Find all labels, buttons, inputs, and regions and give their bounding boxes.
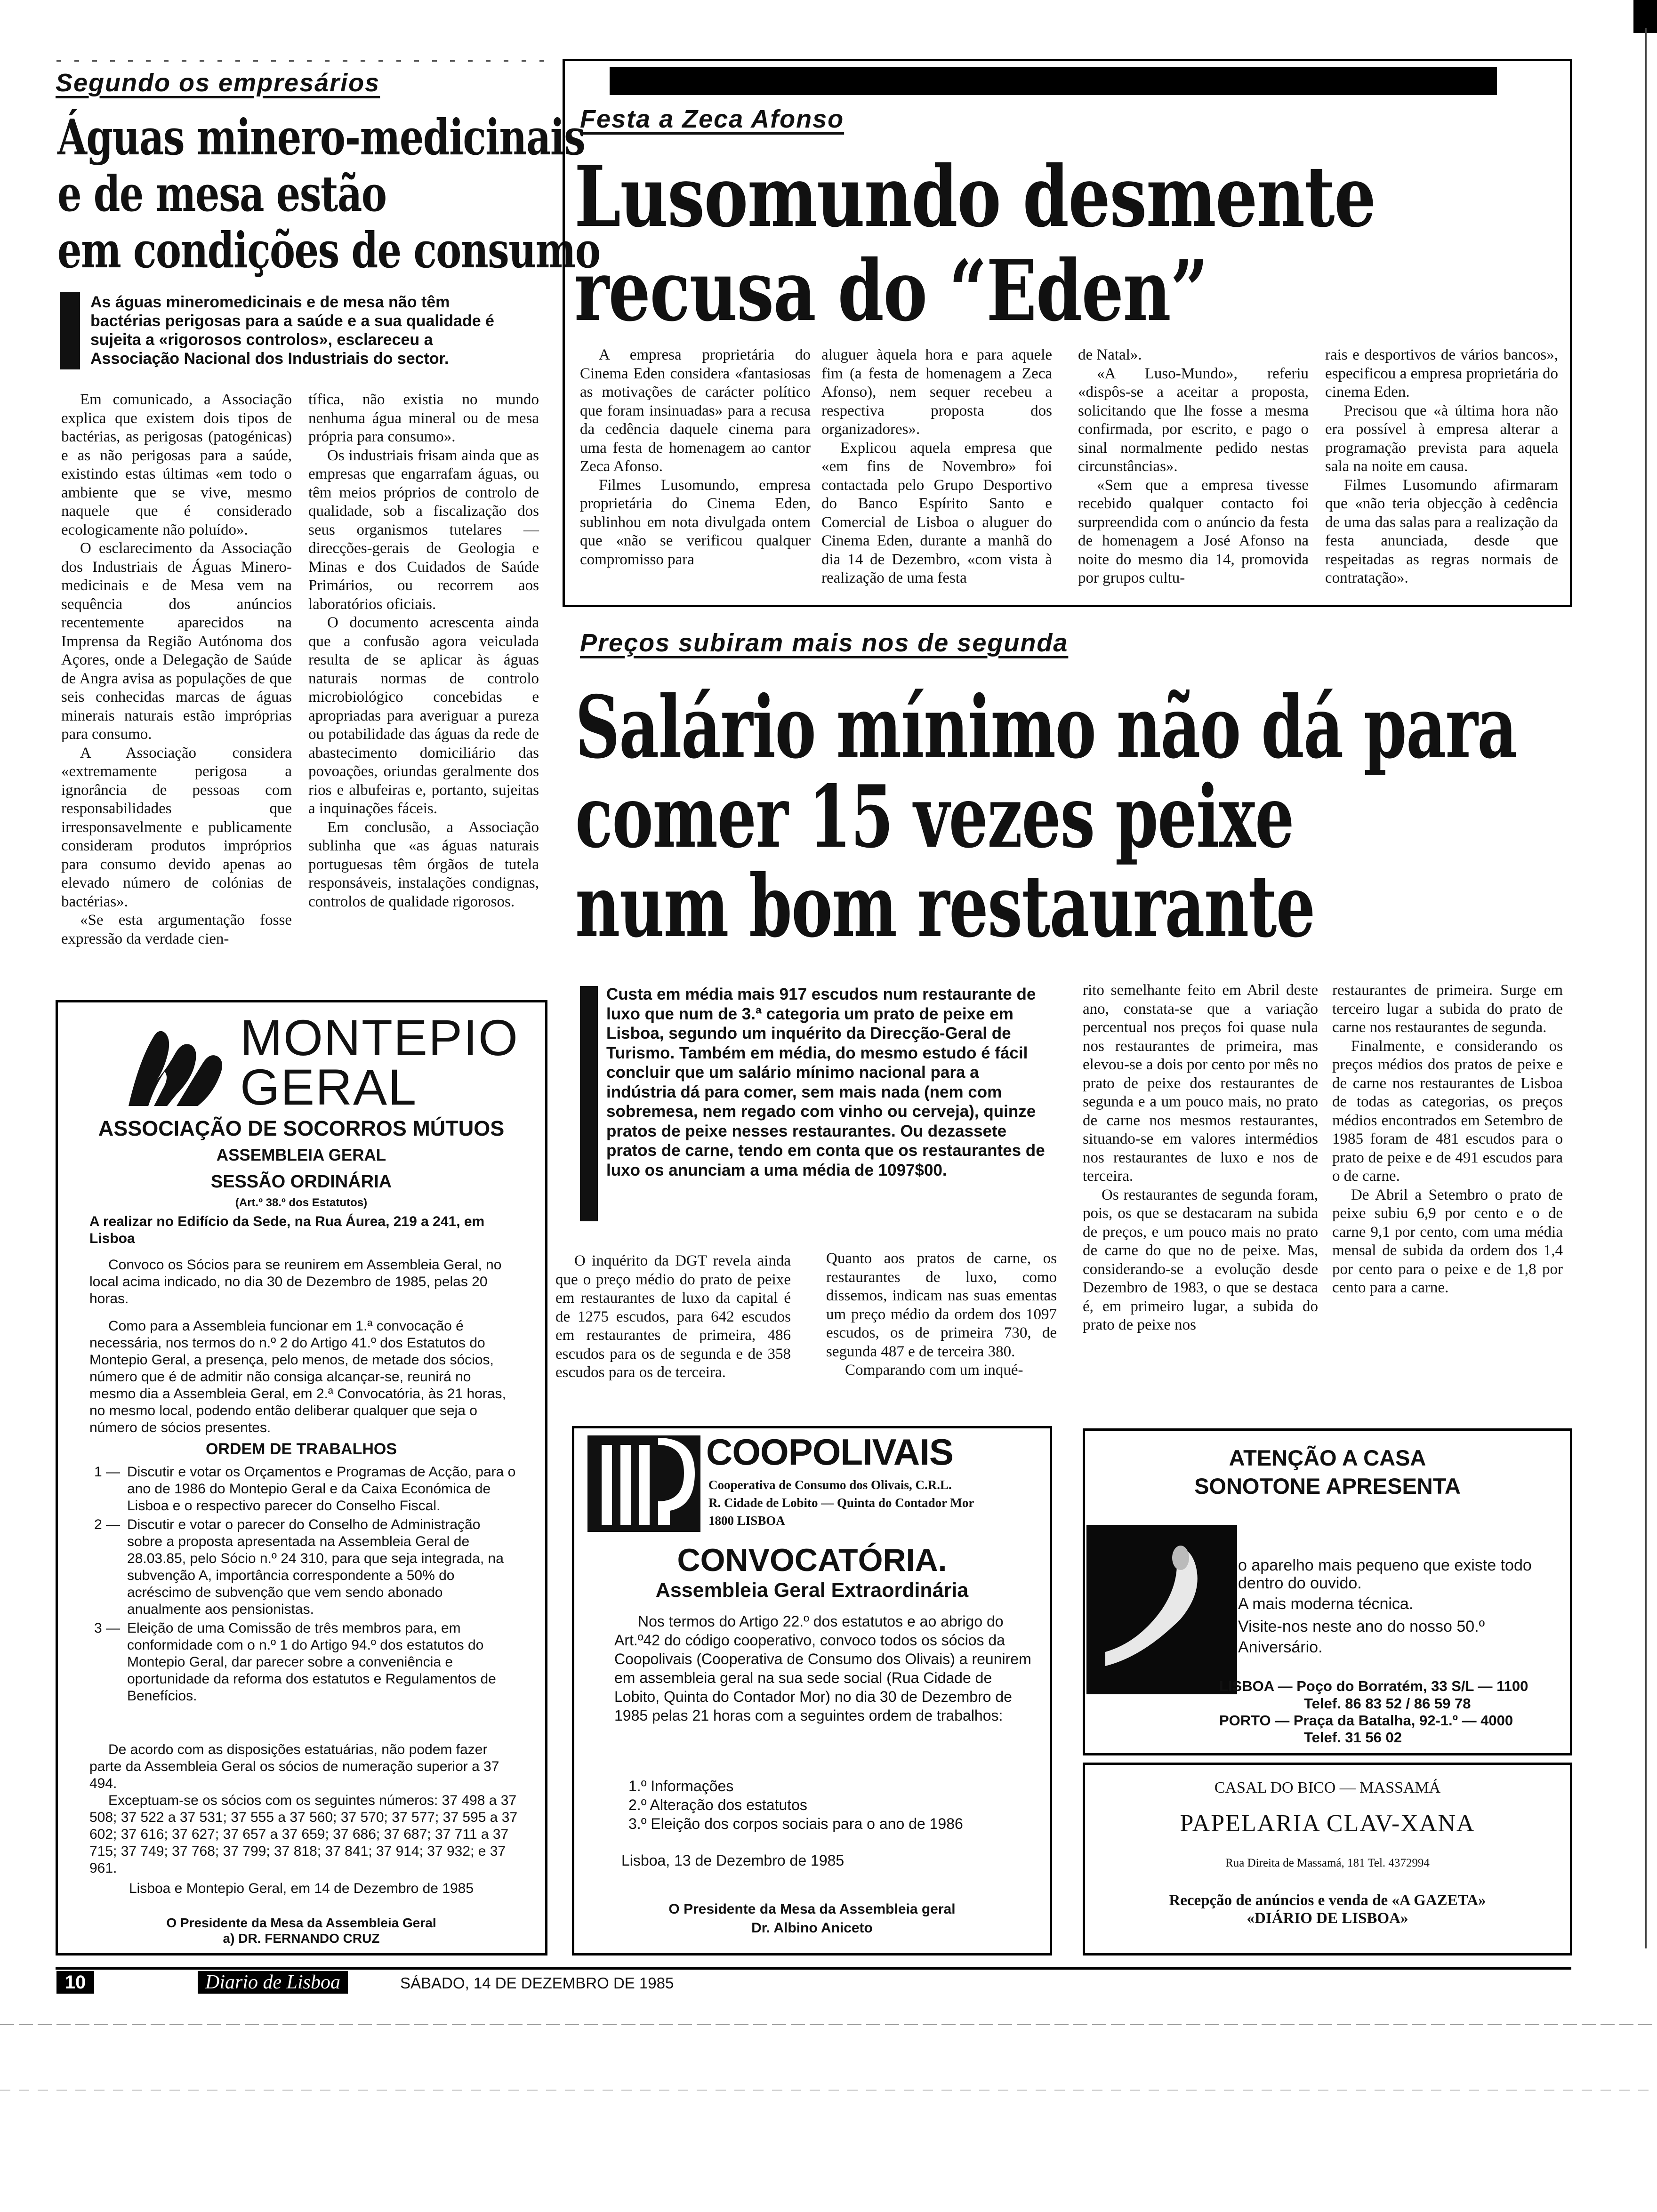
article-left-headline-3: em condições de consumo: [57, 221, 600, 279]
agenda-item-number: 1 —: [94, 1464, 121, 1480]
ad-sonotone-line-4: Visite-nos neste ano do nosso 50.º Aniversário.: [1238, 1618, 1485, 1656]
article-left-headline-2: e de mesa estão: [57, 165, 386, 223]
paragraph: A empresa proprietária do Cinema Eden considera «fantasiosas as motivações de carácter político que foram insinuadas» para a recusa da cedência daquele cinema para uma festa de homenagem ao cantor Zeca Afonso.: [580, 346, 811, 475]
agenda-item: 2.º Alteração dos estatutos: [628, 1796, 807, 1813]
ad-coopolivais-date: Lisboa, 13 de Dezembro de 1985: [621, 1852, 845, 1869]
article-salario-col-b: [826, 1250, 1057, 1380]
ad-coopolivais-signature-2: Dr. Albino Aniceto: [751, 1920, 873, 1936]
agenda-item-text: Eleição de uma Comissão de três membros para, em conformidade com o n.º 1 do Artigo 94.º dos estatutos do Montepio Geral, dar parecer sobre a conveniência e oportunidade da reforma dos estatutos e Regulamentos de Benefícios.: [127, 1620, 496, 1704]
paragraph: De Abril a Setembro o prato de peixe subiu 6,9 por cento e o de carne 9,1 por cento, com uma média mensal de subida da ordem dos 1,4 por cento para o peixe e de 1,8 por cento para a carne.: [1332, 1186, 1563, 1296]
article-salario-headline-1: Salário mínimo não dá para: [575, 677, 1517, 777]
ad-montepio-para-1: Convoco os Sócios para se reunirem em Assembleia Geral, no local acima indicado, no dia 30 de Dezembro de 1985, pelas 20 horas.: [89, 1257, 502, 1306]
ad-sonotone-line-3: A mais moderna técnica.: [1238, 1595, 1414, 1613]
article-salario-kicker: Preços subiram mais nos de segunda: [580, 629, 1069, 657]
article-left-kicker: Segundo os empresários: [56, 69, 380, 97]
agenda-item-number: 2 —: [94, 1517, 121, 1532]
paragraph: rito semelhante feito em Abril deste ano, constata-se que a variação percentual nos preços foi quase nula nos restaurantes de primeira, mas elevou-se a dois por cento por mês no prato de peixe dos restaurantes de segunda e a um pouco mais, no prato de carne nos mesmos restaurantes, situando-se em valores intermédios nos restaurantes de luxo e nos de terceira.: [1083, 982, 1318, 1185]
paragraph: Precisou que «à última hora não era possível à empresa alterar a programação prevista para aquela sala na noite em causa.: [1325, 402, 1558, 475]
ad-montepio-para-4: Exceptuam-se os sócios com os seguintes números: 37 498 a 37 508; 37 522 a 37 531; 37 555 a 37 560; 37 570; 37 577; 37 595 a 37 602; 37 616; 37 627; 37 657 a 37 659; 37 686; 37 687; 37 711 a 37 715; 37 749; 37 768; 37 799; 37 818; 37 841; 37 914; 37 932; e 37 961.: [89, 1793, 518, 1876]
paragraph: Os restaurantes de segunda foram, pois, os que se destacaram na subida de preços, e um pouco mais no prato de carne do que no de peixe. Mas, considerando-se a evolução desde Dezembro de 1983, o que se destaca é, em primeiro lugar, a subida do prato de peixe nos: [1083, 1186, 1318, 1333]
agenda-item-text: Discutir e votar os Orçamentos e Programas de Acção, para o ano de 1986 do Montepio Geral e da Caixa Económica de Lisboa e o respectivo parecer do Conselho Fiscal.: [127, 1464, 516, 1514]
article-eden-col-3: [1078, 346, 1309, 588]
article-left-lead-bar: [60, 292, 80, 369]
footer-date: SÁBADO, 14 DE DEZEMBRO DE 1985: [400, 1974, 674, 1992]
paragraph: Finalmente, e considerando os preços médios dos pratos de peixe e de carne nos restaurantes de Lisboa de todas as categorias, os preços médios encontrados em Setembro de 1985 foram de 481 escudos para o prato de peixe e de 491 escudos para o de carne.: [1332, 1037, 1563, 1185]
agenda-item-number: 3 —: [94, 1620, 121, 1636]
ad-clavxana-line-2: PAPELARIA CLAV-XANA: [1180, 1810, 1475, 1837]
ad-coopolivais-subtitle: Assembleia Geral Extraordinária: [655, 1579, 969, 1602]
montepio-logo-icon: [120, 1019, 231, 1111]
ad-montepio-venue: A realizar no Edifício da Sede, na Rua Áurea, 219 a 241, em Lisboa: [89, 1214, 485, 1246]
city-label: LISBOA —: [1219, 1678, 1293, 1694]
ad-sonotone-addr-2-tel: Telef. 31 56 02: [1304, 1729, 1402, 1746]
ad-clavxana-line-4: Recepção de anúncios e venda de «A GAZETA»: [1169, 1892, 1486, 1909]
paragraph: restaurantes de primeira. Surge em terceiro lugar a subida do prato de carne nos restaurantes de segunda.: [1332, 982, 1563, 1036]
paragraph: de Natal».: [1078, 346, 1142, 363]
address: Poço do Borratém, 33 S/L — 1100: [1296, 1678, 1528, 1694]
article-left-col-2: [308, 391, 539, 911]
ad-montepio-agenda-title: ORDEM DE TRABALHOS: [205, 1440, 397, 1458]
coopolivais-logo-icon: [587, 1435, 700, 1532]
ad-montepio-para-3: De acordo com as disposições estatuárias, não podem fazer parte da Assembleia Geral os sócios de numeração superior a 37 494.: [89, 1742, 499, 1791]
scan-line-top: [0, 2024, 1657, 2025]
paragraph: «A Luso-Mundo», referiu «dispôs-se a aceitar a proposta, solicitando que lhe fosse a mesma confirmada, por escrito, e pago o sinal normalmente pedido nestas circunstâncias».: [1078, 365, 1309, 475]
paragraph: O inquérito da DGT revela ainda que o preço médio do prato de peixe em restaurantes de luxo da capital é de 1275 escudos, para 642 escudos em restaurantes de primeira, 486 escudos para os de segunda e de 358 escudos para os de terceira.: [555, 1252, 791, 1381]
ad-sonotone-title-1: ATENÇÃO A CASA: [1229, 1445, 1426, 1470]
ad-montepio-brand-1: MONTEPIO: [240, 1009, 519, 1066]
address: Praça da Batalha, 92-1.º — 4000: [1293, 1712, 1513, 1729]
footer-masthead: Diario de Lisboa: [198, 1971, 348, 1994]
paragraph: tífica, não existia no mundo nenhuma água mineral ou de mesa própria para consumo».: [308, 391, 539, 445]
ad-montepio-org: ASSOCIAÇÃO DE SOCORROS MÚTUOS: [98, 1116, 505, 1140]
paragraph: Os industriais frisam ainda que as empresas que engarrafam águas, ou têm meios próprios de controlo de qualidade, sob a fiscalização dos seus organismos tutelares — direcções-gerais de Geologia e Minas e dos Cuidados de Saúde Primários, ou recorrem aos laboratórios oficiais.: [308, 447, 539, 613]
agenda-item: 1.º Informações: [628, 1778, 734, 1795]
article-eden-headline-2: recusa do “Eden”: [574, 241, 1208, 340]
article-eden-col-2: [821, 346, 1052, 588]
ad-montepio-signature-1: O Presidente da Mesa da Assembleia Geral: [166, 1915, 436, 1930]
paragraph: Filmes Lusomundo, empresa proprietária do Cinema Eden, sublinhou em nota divulgada ontem que «não se verificou qualquer compromisso para: [580, 476, 811, 568]
ad-sonotone-addr-1-tel: Telef. 86 83 52 / 86 59 78: [1304, 1695, 1471, 1712]
ad-clavxana-line-1: CASAL DO BICO — MASSAMÁ: [1214, 1779, 1441, 1796]
article-salario-lead-bar: [580, 986, 598, 1221]
ad-sonotone-line-2: dentro do ouvido.: [1238, 1574, 1362, 1592]
ad-coopolivais-signature-1: O Presidente da Mesa da Assembleia geral: [668, 1901, 956, 1917]
footer-rule: [56, 1967, 1571, 1970]
article-salario-col-a: [555, 1252, 791, 1382]
ad-coopolivais-sub-2: R. Cidade de Lobito — Quinta do Contador Mor: [708, 1496, 974, 1510]
paragraph: «Se esta argumentação fosse expressão da verdade cien-: [61, 912, 292, 947]
hearing-aid-photo: [1086, 1525, 1237, 1694]
ad-montepio-agenda: [94, 1464, 518, 1705]
article-salario-headline-2: comer 15 vezes peixe: [575, 766, 1294, 867]
article-salario-lead: Custa em média mais 917 escudos num restaurante de luxo que num de 3.ª categoria um prato de peixe em Lisboa, segundo um inquérito da Direcção-Geral de Turismo. Também em média, do mesmo estudo é fácil concluir que um salário mínimo nacional para a indústria dá para comer, sem mais nada (nem com sobremesa, nem regado com vinho ou cerveja), quinze pratos de peixe nesses restaurantes. Ou dezassete pratos de carne, tendo em conta que os restaurantes de luxo os anunciam a uma média de 1097$00.: [606, 985, 1045, 1179]
paragraph: Quanto aos pratos de carne, os restaurantes de luxo, como dissemos, indicam nas suas ementas um preço médio da ordem dos 1097 escudos, os de primeira 730, de segunda 487 e de terceira 380.: [826, 1250, 1057, 1360]
ad-coopolivais-sub-1: Cooperativa de Consumo dos Olivais, C.R.L.: [708, 1478, 952, 1492]
article-salario-col-d: [1332, 981, 1563, 1298]
ad-montepio-title-1: ASSEMBLEIA GERAL: [216, 1146, 386, 1164]
ad-sonotone-addr-1: [1219, 1678, 1528, 1695]
article-left-lead: As águas mineromedicinais e de mesa não têm bactérias perigosas para a saúde e a sua qualidade é sujeita a «rigorosos controlos», esclareceu a Associação Nacional dos Industriais do sector.: [90, 293, 494, 368]
ad-montepio-title-2: SESSÃO ORDINÁRIA: [210, 1172, 392, 1192]
paragraph: A Associação considera «extremamente perigosa a ignorância de pessoas com responsabilidades que irresponsavelmente e publicamente consideram produtos impróprios para consumo devido apenas ao elevado número de colónias de bactérias».: [61, 744, 292, 910]
paragraph: rais e desportivos de vários bancos», especificou a empresa proprietária do cinema Eden.: [1325, 346, 1558, 401]
article-eden-top-bar: [610, 67, 1497, 95]
ad-sonotone-title-2: SONOTONE APRESENTA: [1194, 1474, 1461, 1499]
article-left-headline-1: Águas minero-medicinais: [57, 108, 585, 166]
ad-coopolivais-sub-3: 1800 LISBOA: [708, 1514, 785, 1528]
paragraph: O esclarecimento da Associação dos Industriais de Águas Minero-medicinais e de Mesa vem na sequência dos anúncios recentemente aparecidos na Imprensa da Região Autónoma dos Açores, onde a Delegação de Saúde de Angra avisa as populações de que seis conhecidas marcas de águas minerais naturais estão impróprias para consumo.: [61, 540, 292, 743]
paragraph: aluguer àquela hora e para aquele fim (a festa de homenagem a Zeca Afonso), nem sequer recebeu a respectiva proposta dos organizadores».: [821, 346, 1052, 438]
city-label: PORTO —: [1219, 1712, 1290, 1729]
article-eden-kicker: Festa a Zeca Afonso: [580, 105, 845, 133]
paragraph: Explicou aquela empresa que «em fins de Novembro» foi contactada pelo Grupo Desportivo do Banco Espírito Santo e Comercial de Lisboa o aluguer do Cinema Eden, durante a manhã do dia 14 de Dezembro, «com vista à realização de uma festa: [821, 439, 1052, 586]
agenda-item: [94, 1464, 518, 1515]
ad-sonotone-line-1: o aparelho mais pequeno que existe todo: [1238, 1556, 1532, 1574]
paragraph: O documento acrescenta ainda que a confusão agora veiculada resulta de se aplicar às águas naturais normas de controlo microbiológico concebidas e apropriadas para averiguar a pureza ou potabilidade das águas da rede de abastecimento domiciliário das povoações, oriundas geralmente dos rios e albufeiras e, portanto, sujeitas a inquinações fáceis.: [308, 614, 539, 817]
agenda-item: [94, 1620, 518, 1705]
ad-coopolivais-title: CONVOCATÓRIA.: [677, 1542, 947, 1578]
paragraph: Em conclusão, a Associação sublinha que «as águas naturais portuguesas têm órgãos de tutela responsáveis, instalações condignas, controlos de qualidade rigorosos.: [308, 818, 539, 910]
article-eden-headline-1: Lusomundo desmente: [574, 147, 1375, 246]
scan-line-bottom: [0, 2090, 1657, 2091]
article-eden-col-1: [580, 346, 811, 569]
ad-montepio-signature-2: a) DR. FERNANDO CRUZ: [223, 1931, 380, 1946]
article-salario-headline-3: num bom restaurante: [575, 856, 1315, 956]
ad-montepio-para-2: Como para a Assembleia funcionar em 1.ª convocação é necessária, nos termos do n.º 2 do Artigo 41.º dos Estatutos do Montepio Geral, a presença, pelo menos, de metade dos sócios, número que é de admitir não consiga alcançar-se, reunirá no mesmo dia a Assembleia Geral, em 2.ª Convocatória, às 21 horas, no mesmo local, podendo então deliberar qualquer que seja o número de sócios presentes.: [89, 1318, 506, 1435]
agenda-item-text: Discutir e votar o parecer do Conselho de Administração sobre a proposta apresentada na Assembleia Geral de 28.03.85, pelo Sócio n.º 24 310, para que seja integrada, na subvenção A, importância correspondente a 50% do acréscimo de subvenção que vem sendo abonado anualmente aos pensionistas.: [127, 1517, 504, 1617]
ad-coopolivais-items: [628, 1777, 1029, 1833]
ad-sonotone-addr-2: [1219, 1712, 1513, 1729]
ad-coopolivais-body: Nos termos do Artigo 22.º dos estatutos e ao abrigo do Art.º42 do código cooperativo, convoco todos os sócios da Coopolivais (Cooperativa de Consumo dos Olivais) a reunirem em assembleia geral na sua sede social (Rua Cidade de Lobito, Quinta do Contador Mor) no dia 30 de Dezembro de 1985 pelas 21 horas com a seguintes ordem de trabalhos:: [614, 1613, 1031, 1724]
paragraph: Comparando com um inqué-: [845, 1362, 1023, 1378]
ad-montepio-date: Lisboa e Montepio Geral, em 14 de Dezembro de 1985: [129, 1881, 474, 1896]
ad-montepio-brand-2: GERAL: [240, 1058, 418, 1115]
top-dotted-line: [56, 60, 555, 62]
paragraph: Em comunicado, a Associação explica que existem dois tipos de bactérias, as perigosas (patogénicas) e as não perigosas para a saúde, existindo estas últimas «em todo o ambiente que se vive, mesmo naquele que é considerado ecologicamente não poluído».: [61, 391, 292, 538]
ad-montepio-statute: (Art.º 38.º dos Estatutos): [235, 1196, 368, 1209]
paragraph: Filmes Lusomundo afirmaram que «não teria objecção à cedência de uma das salas para a realização da festa anunciada, desde que respeitadas as regras normais de contratação».: [1325, 476, 1558, 586]
paragraph: «Sem que a empresa tivesse recebido qualquer contacto foi surpreendida com o anúncio da festa de homenagem a José Afonso na noite do mesmo dia 14, promovida por grupos cultu-: [1078, 476, 1309, 586]
ad-coopolivais-brand: COOPOLIVAIS: [706, 1431, 953, 1473]
right-edge-line: [1645, 28, 1647, 1948]
article-salario-col-c: [1083, 981, 1318, 1335]
footer-page-number: 10: [56, 1971, 94, 1994]
ad-clavxana-line-5: «DIÁRIO DE LISBOA»: [1247, 1910, 1408, 1927]
article-eden-col-4: [1325, 346, 1558, 588]
agenda-item: [94, 1516, 518, 1618]
article-left-col-1: [61, 391, 292, 948]
ad-clavxana-line-3: Rua Direita de Massamá, 181 Tel. 4372994: [1225, 1857, 1430, 1869]
agenda-item: 3.º Eleição dos corpos sociais para o ano de 1986: [628, 1815, 963, 1832]
